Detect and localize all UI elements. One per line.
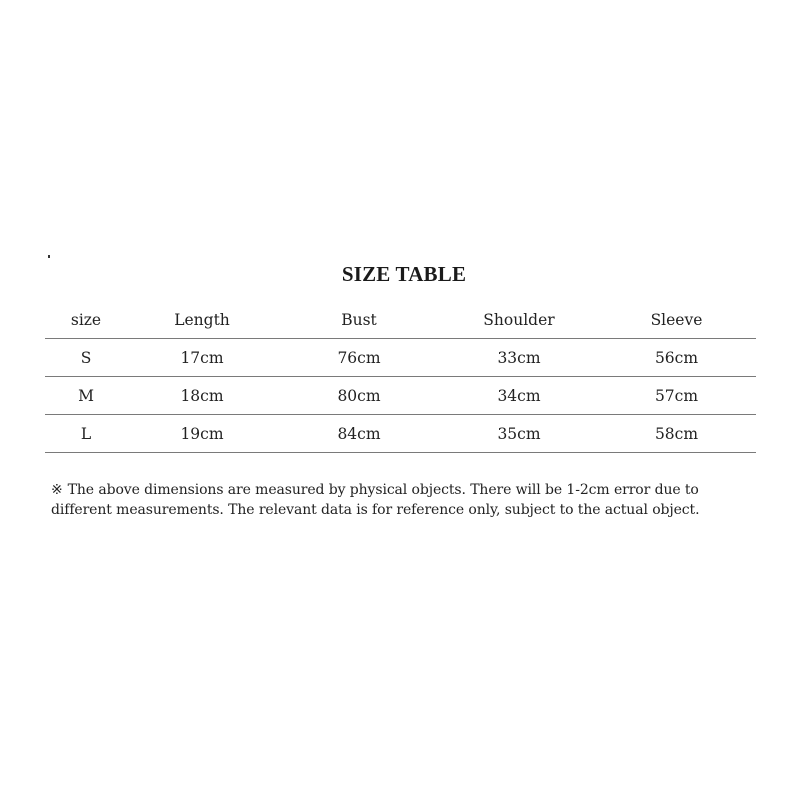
page-title: SIZE TABLE [341,262,467,286]
header-size: size [45,302,127,339]
table-row [45,339,756,377]
table-row [45,377,756,415]
cell-size: L [45,415,127,453]
table-row [45,415,756,453]
cell-shoulder: 35cm [441,415,597,453]
header-sleeve: Sleeve [597,302,756,339]
size-table [45,302,756,453]
cell-sleeve: 57cm [597,377,756,415]
cell-shoulder: 34cm [441,377,597,415]
cell-size: S [45,339,127,377]
measurement-note [51,480,751,520]
cell-bust: 84cm [277,415,441,453]
note-text: The above dimensions are measured by physical objects. There will be 1-2cm error due to different measurements. The relevant data is for reference only, subject to the actual object. [51,482,700,518]
table-header-row [45,302,756,339]
cell-sleeve: 56cm [597,339,756,377]
cell-bust: 80cm [277,377,441,415]
header-length: Length [127,302,277,339]
cell-length: 18cm [127,377,277,415]
cell-sleeve: 58cm [597,415,756,453]
header-bust: Bust [277,302,441,339]
stray-mark [48,255,50,258]
header-shoulder: Shoulder [441,302,597,339]
cell-shoulder: 33cm [441,339,597,377]
cell-size: M [45,377,127,415]
cell-length: 17cm [127,339,277,377]
cell-bust: 76cm [277,339,441,377]
cell-length: 19cm [127,415,277,453]
reference-mark-icon: ※ [51,482,63,498]
